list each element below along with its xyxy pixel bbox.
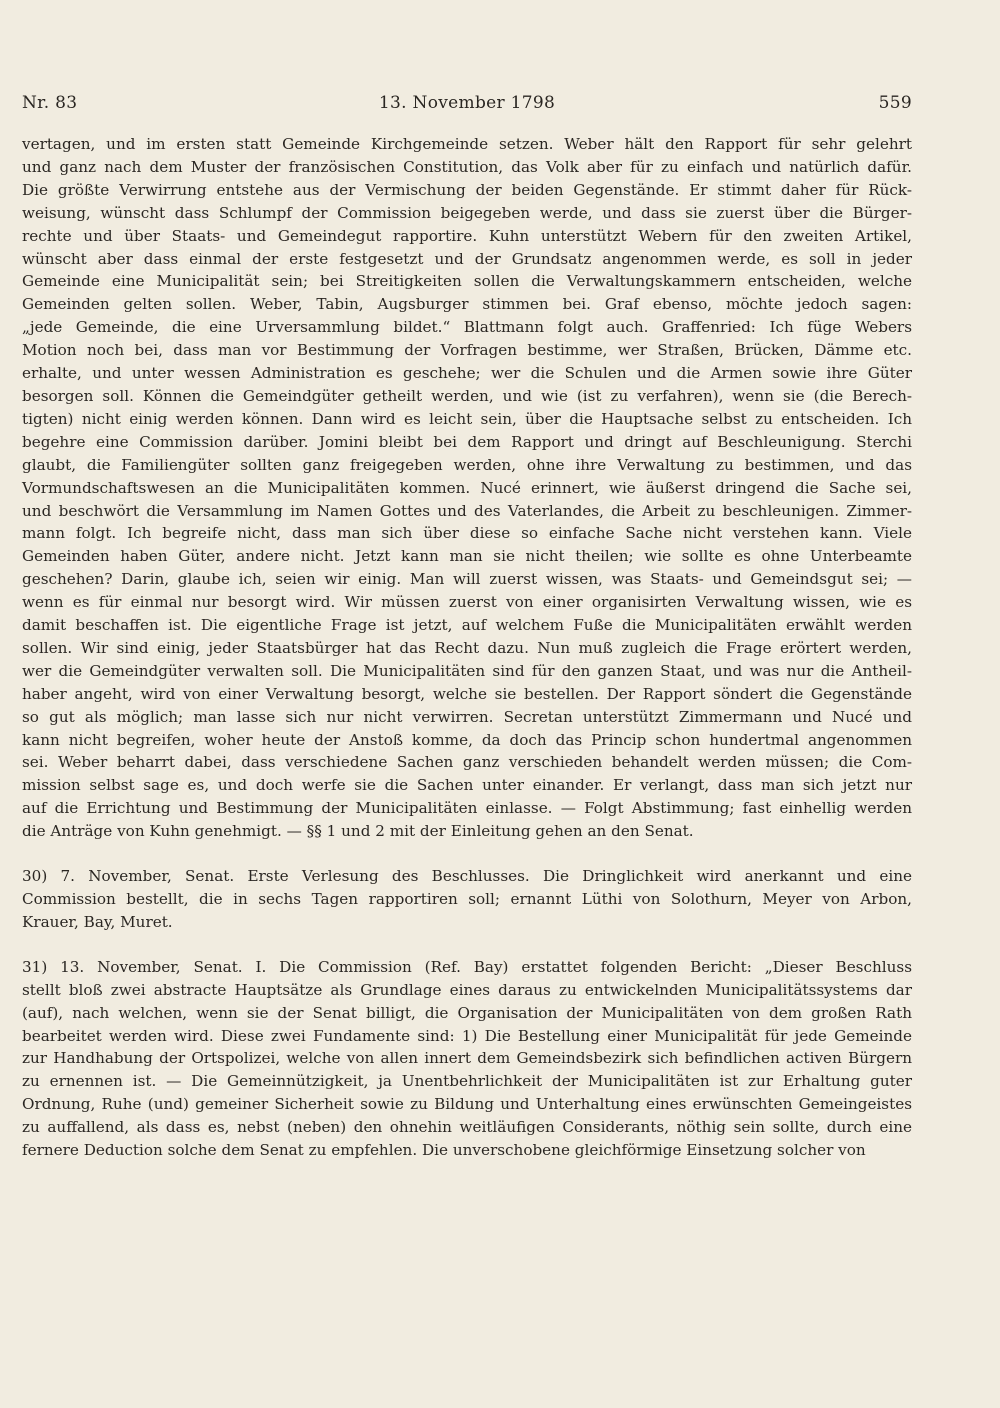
- text-line: tigten) nicht einig werden können. Dann wird es leicht sein, über die Hauptsache selbst zu entscheiden. Ich: [22, 409, 912, 428]
- text-line: wünscht aber dass einmal der erste festgesetzt und der Grundsatz angenommen werde, es soll in jeder: [22, 249, 912, 268]
- text-line: haber angeht, wird von einer Verwaltung besorgt, welche sie bestellen. Der Rapport söndert die Gegenstände: [22, 684, 912, 703]
- paragraph-gap: [22, 843, 912, 865]
- text-line: glaubt, die Familiengüter sollten ganz freigegeben werden, ohne ihre Verwaltung zu bestimmen, und das: [22, 455, 912, 474]
- text-line: vertagen, und im ersten statt Gemeinde Kirchgemeinde setzen. Weber hält den Rapport für sehr gelehrt: [22, 135, 912, 153]
- text-line: zu auffallend, als dass es, nebst (neben) den ohnehin weitläufigen Considerants, nöthig sein sollte, durch eine: [22, 1118, 912, 1137]
- text-line: und ganz nach dem Muster der französischen Constitution, das Volk aber für zu einfach und natürlich dafür.: [22, 157, 912, 176]
- text-line: kann nicht begreifen, woher heute der Anstoß komme, da doch das Princip schon hundertmal angenommen: [22, 730, 912, 749]
- text-line: wenn es für einmal nur besorgt wird. Wir müssen zuerst von einer organisirten Verwaltung wissen, wie es: [22, 593, 912, 612]
- body-text: [22, 133, 912, 1162]
- text-line: 31) 13. November, Senat. I. Die Commission (Ref. Bay) erstattet folgenden Bericht: „Dieser Beschluss: [22, 957, 912, 976]
- text-line: sollen. Wir sind einig, jeder Staatsbürger hat das Recht dazu. Nun muß zugleich die Frage erörtert werden,: [22, 638, 912, 657]
- text-line: 30) 7. November, Senat. Erste Verlesung des Beschlusses. Die Dringlichkeit wird anerkannt und eine: [22, 867, 912, 886]
- text-line: besorgen soll. Können die Gemeindgüter getheilt werden, und wie (ist zu verfahren), wenn sie (die Berech-: [22, 386, 912, 405]
- text-line: begehre eine Commission darüber. Jomini bleibt bei dem Rapport und dringt auf Beschleunigung. Sterchi: [22, 432, 912, 451]
- text-line: zu ernennen ist. — Die Gemeinnützigkeit, ja Unentbehrlichkeit der Municipalitäten ist zur Erhaltung guter: [22, 1072, 912, 1091]
- text-line: Vormundschaftswesen an die Municipalitäten kommen. Nucé erinnert, wie äußerst dringend die Sache sei,: [22, 478, 912, 497]
- text-line: stellt bloß zwei abstracte Hauptsätze als Grundlage eines daraus zu entwickelnden Municipalitätssystems dar: [22, 980, 912, 999]
- text-line: Ordnung, Ruhe (und) gemeiner Sicherheit sowie zu Bildung und Unterhaltung eines erwünschten Gemeingeistes: [22, 1095, 912, 1114]
- running-header: [22, 93, 912, 123]
- text-line: Die größte Verwirrung entstehe aus der Vermischung der beiden Gegenstände. Er stimmt daher für Rück-: [22, 180, 912, 199]
- text-line: mission selbst sage es, und doch werfe sie die Sachen unter einander. Er verlangt, dass man sich jetzt nur: [22, 776, 912, 795]
- header-date: 13. November 1798: [378, 93, 556, 113]
- text-line: und beschwört die Versammlung im Namen Gottes und des Vaterlandes, die Arbeit zu beschleunigen. Zimmer-: [22, 501, 912, 520]
- text-line: „jede Gemeinde, die eine Urversammlung bildet.“ Blattmann folgt auch. Graffenried: Ich füge Webers: [22, 318, 912, 337]
- page-number: 559: [878, 93, 912, 113]
- text-block: [22, 133, 912, 843]
- text-line: so gut als möglich; man lasse sich nur nicht verwirren. Secretan unterstützt Zimmermann und Nucé und: [22, 707, 912, 726]
- text-line: Krauer, Bay, Muret.: [22, 912, 173, 931]
- text-line: Gemeinden haben Güter, andere nicht. Jetzt kann man sie nicht theilen; wie sollte es ohne Unterbeamte: [22, 547, 912, 566]
- text-line: zur Handhabung der Ortspolizei, welche von allen innert dem Gemeindsbezirk sich befindlichen activen Bürgern: [22, 1049, 912, 1068]
- text-line: auf die Errichtung und Bestimmung der Municipalitäten einlasse. — Folgt Abstimmung; fast einhellig werden: [22, 799, 912, 818]
- text-line: (auf), nach welchen, wenn sie der Senat billigt, die Organisation der Municipalitäten von dem großen Rath: [22, 1003, 912, 1022]
- text-line: sei. Weber beharrt dabei, dass verschiedene Sachen ganz verschieden behandelt werden müssen; die Com-: [22, 753, 912, 772]
- text-line: die Anträge von Kuhn genehmigt. — §§ 1 und 2 mit der Einleitung gehen an den Senat.: [22, 822, 694, 841]
- text-line: Gemeinden gelten sollen. Weber, Tabin, Augsburger stimmen bei. Graf ebenso, möchte jedoch sagen:: [22, 295, 912, 314]
- document-number: Nr. 83: [22, 93, 78, 113]
- text-line: bearbeitet werden wird. Diese zwei Fundamente sind: 1) Die Bestellung einer Municipalität für jede Gemeinde: [22, 1026, 912, 1045]
- text-block: [22, 956, 912, 1162]
- text-line: fernere Deduction solche dem Senat zu empfehlen. Die unverschobene gleichförmige Einsetzung solcher von: [22, 1141, 866, 1160]
- paragraph-gap: [22, 934, 912, 956]
- text-line: weisung, wünscht dass Schlumpf der Commission beigegeben werde, und dass sie zuerst über die Bürger-: [22, 203, 912, 222]
- text-line: Motion noch bei, dass man vor Bestimmung der Vorfragen bestimme, wer Straßen, Brücken, Dämme etc.: [22, 341, 912, 360]
- text-line: Commission bestellt, die in sechs Tagen rapportiren soll; ernannt Lüthi von Solothurn, Meyer von Arbon,: [22, 890, 912, 908]
- text-block: [22, 865, 912, 934]
- text-line: geschehen? Darin, glaube ich, seien wir einig. Man will zuerst wissen, was Staats- und Gemeindsgut sei; —: [22, 570, 912, 589]
- text-line: rechte und über Staats- und Gemeindegut rapportire. Kuhn unterstützt Webern für den zweiten Artikel,: [22, 226, 912, 245]
- text-line: Gemeinde eine Municipalität sein; bei Streitigkeiten sollen die Verwaltungskammern entscheiden, welche: [22, 272, 912, 291]
- text-line: erhalte, und unter wessen Administration es geschehe; wer die Schulen und die Armen sowie ihre Güter: [22, 364, 912, 383]
- text-line: mann folgt. Ich begreife nicht, dass man sich über diese so einfache Sache nicht verstehen kann. Viele: [22, 524, 912, 543]
- text-line: damit beschaffen ist. Die eigentliche Frage ist jetzt, auf welchem Fuße die Municipalitäten erwählt werden: [22, 616, 912, 635]
- text-line: wer die Gemeindgüter verwalten soll. Die Municipalitäten sind für den ganzen Staat, und was nur die Antheil-: [22, 661, 912, 680]
